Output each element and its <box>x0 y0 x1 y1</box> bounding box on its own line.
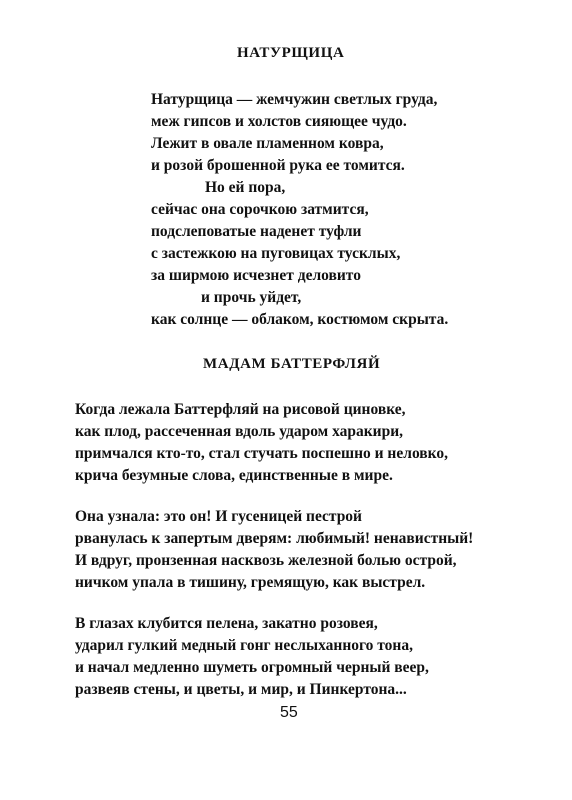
poem-line: Натурщица — жемчужин светлых груда, <box>151 91 438 108</box>
poem-title-naturshchitsa: НАТУРЩИЦА <box>237 45 345 61</box>
poem-line: ударил гулкий медный гонг неслыханного тона, <box>75 637 413 654</box>
poem-line: В глазах клубится пелена, закатно розовея, <box>75 615 378 632</box>
poem-line: крича безумные слова, единственные в мире. <box>75 467 393 484</box>
page-number: 55 <box>280 704 298 721</box>
poem-line: и прочь уйдет, <box>201 289 302 306</box>
poem-title-madam-butterfly: МАДАМ БАТТЕРФЛЯЙ <box>203 356 381 372</box>
poem-line: и начал медленно шуметь огромный черный веер, <box>75 659 429 676</box>
poem-line: как солнце — облаком, костюмом скрыта. <box>151 311 449 328</box>
poem-line: как плод, рассеченная вдоль ударом харакири, <box>75 423 404 440</box>
poem-line: сейчас она сорочкою затмится, <box>151 201 369 218</box>
poem-line: Она узнала: это он! И гусеницей пестрой <box>75 508 362 525</box>
poem-line: и розой брошенной рука ее томится. <box>151 157 405 174</box>
poem-line: Лежит в овале пламенном ковра, <box>151 135 384 152</box>
poem-line: Но ей пора, <box>205 179 286 196</box>
poem-line: с застежкою на пуговицах тусклых, <box>151 245 401 262</box>
poem-line: рванулась к запертым дверям: любимый! ненавистный! <box>75 530 474 547</box>
poem-line: примчался кто-то, стал стучать поспешно и неловко, <box>75 445 449 462</box>
poem-line: за ширмою исчезнет деловито <box>151 267 361 284</box>
poem-line: ничком упала в тишину, гремящую, как выстрел. <box>75 574 426 591</box>
poem-line: меж гипсов и холстов сияющее чудо. <box>151 113 407 130</box>
poem-line: подслеповатые наденет туфли <box>151 223 362 240</box>
poem-line: развеяв стены, и цветы, и мир, и Пинкертона... <box>75 681 407 698</box>
poem-line: И вдруг, пронзенная насквозь железной болью острой, <box>75 552 457 569</box>
poem-line: Когда лежала Баттерфляй на рисовой циновке, <box>75 401 406 418</box>
